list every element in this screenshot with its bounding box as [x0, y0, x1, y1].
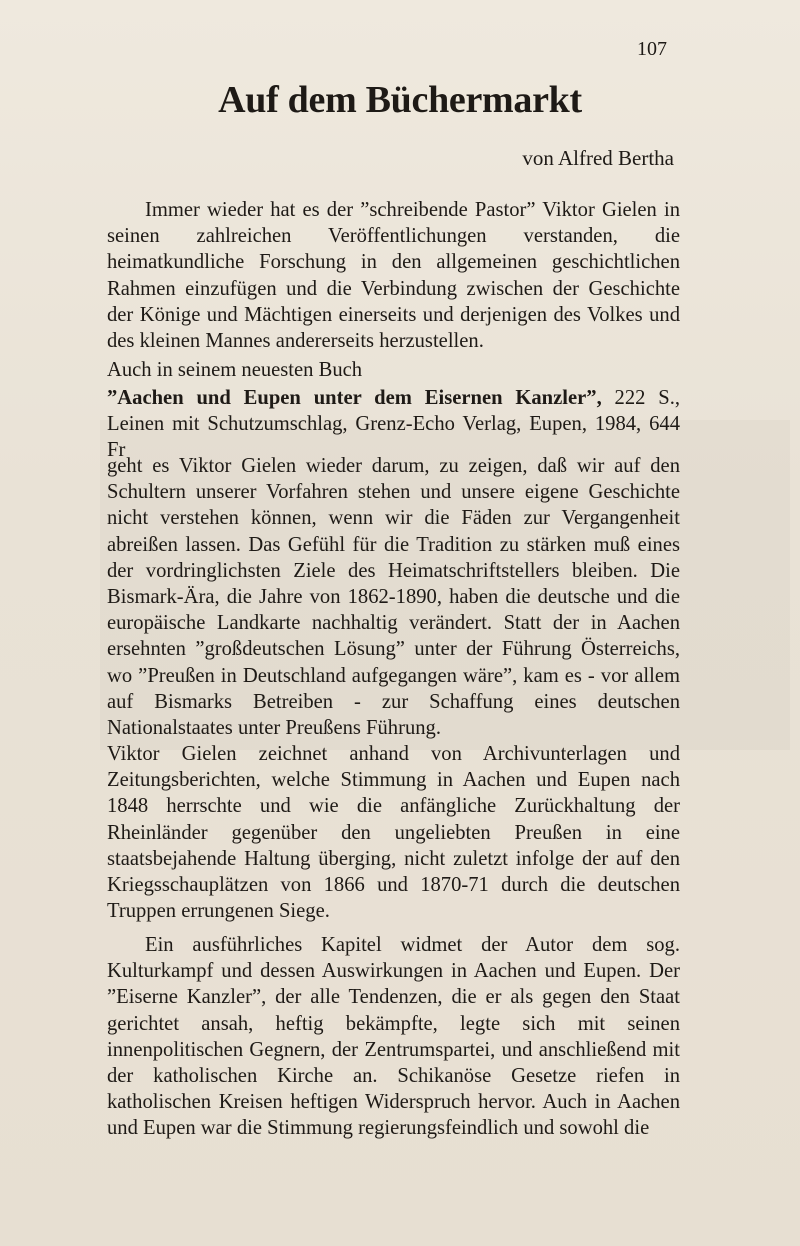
- article-title: Auf dem Büchermarkt: [218, 79, 582, 121]
- paragraph-text: Immer wieder hat es der ”schreibende Pastor” Viktor Gielen in seinen zahlreichen Veröffentlichungen verstanden, die heimatkundliche Forschung in den allgemeinen geschichtlichen Rahmen einzufügen und die Verbindung zwischen der Geschichte der Könige und Mächtigen einerseits und derjenigen des Volkes und des kleinen Mannes andererseits herzustellen.: [107, 199, 680, 353]
- book-title: ”Aachen und Eupen unter dem Eisernen Kanzler”,: [107, 387, 602, 409]
- paragraph-summary: [107, 453, 680, 741]
- paragraph-text: Viktor Gielen zeichnet anhand von Archivunterlagen und Zeitungsberichten, welche Stimmung in Aachen und Eupen nach 1848 herrschte und wie die anfängliche Zurückhaltung der Rheinländer gegenüber den ungeliebten Preußen in eine staatsbejahende Haltung überging, nicht zuletzt infolge der auf den Kriegsschauplätzen von 1866 und 1870-71 durch die deutschen Truppen errungenen Siege.: [107, 743, 680, 923]
- paragraph-book-intro: [107, 357, 680, 383]
- paragraph-text: geht es Viktor Gielen wieder darum, zu zeigen, daß wir auf den Schultern unserer Vorfahren stehen und unsere eigene Geschichte nicht verstehen können, wenn wir die Fäden zur Vergangenheit abreißen lassen. Das Gefühl für die Tradition zu stärken muß eines der vordringlichsten Ziele des Heimatschriftstellers bleiben. Die Bismark-Ära, die Jahre von 1862-1890, haben die deutsche und die europäische Landkarte nachhaltig verändert. Statt der in Aachen ersehnten ”großdeutschen Lösung” unter der Führung Österreichs, wo ”Preußen in Deutschland aufgegangen wäre”, kam es - vor allem auf Bismarks Betreiben - zur Schaffung eines deutschen Nationalstaates unter Preußens Führung.: [107, 455, 680, 740]
- paragraph-text: Auch in seinem neuesten Buch: [107, 359, 363, 381]
- article-author: von Alfred Bertha: [522, 146, 674, 170]
- paragraph-kulturkampf: [107, 932, 680, 1142]
- book-reference: [107, 385, 680, 464]
- paragraph-text: Ein ausführliches Kapitel widmet der Autor dem sog. Kulturkampf und dessen Auswirkungen in Aachen und Eupen. Der ”Eiserne Kanzler”, der alle Tendenzen, die er als gegen den Staat gerichtet ansah, heftig bekämpfte, legte sich mit seinen innenpolitischen Gegnern, der Zentrumspartei, und anschließend mit der katholischen Kirche an. Schikanöse Gesetze riefen in katholischen Kreisen heftigen Widerspruch hervor. Auch in Aachen und Eupen war die Stimmung regierungsfeindlich und sowohl die: [107, 934, 680, 1140]
- paragraph-intro: [107, 197, 680, 354]
- paragraph-archive: [107, 741, 680, 924]
- book-details: 222 S., Leinen mit Schutzumschlag, Grenz-Echo Verlag, Eupen, 1984, 644 Fr: [107, 387, 680, 462]
- page-number: 107: [637, 38, 667, 60]
